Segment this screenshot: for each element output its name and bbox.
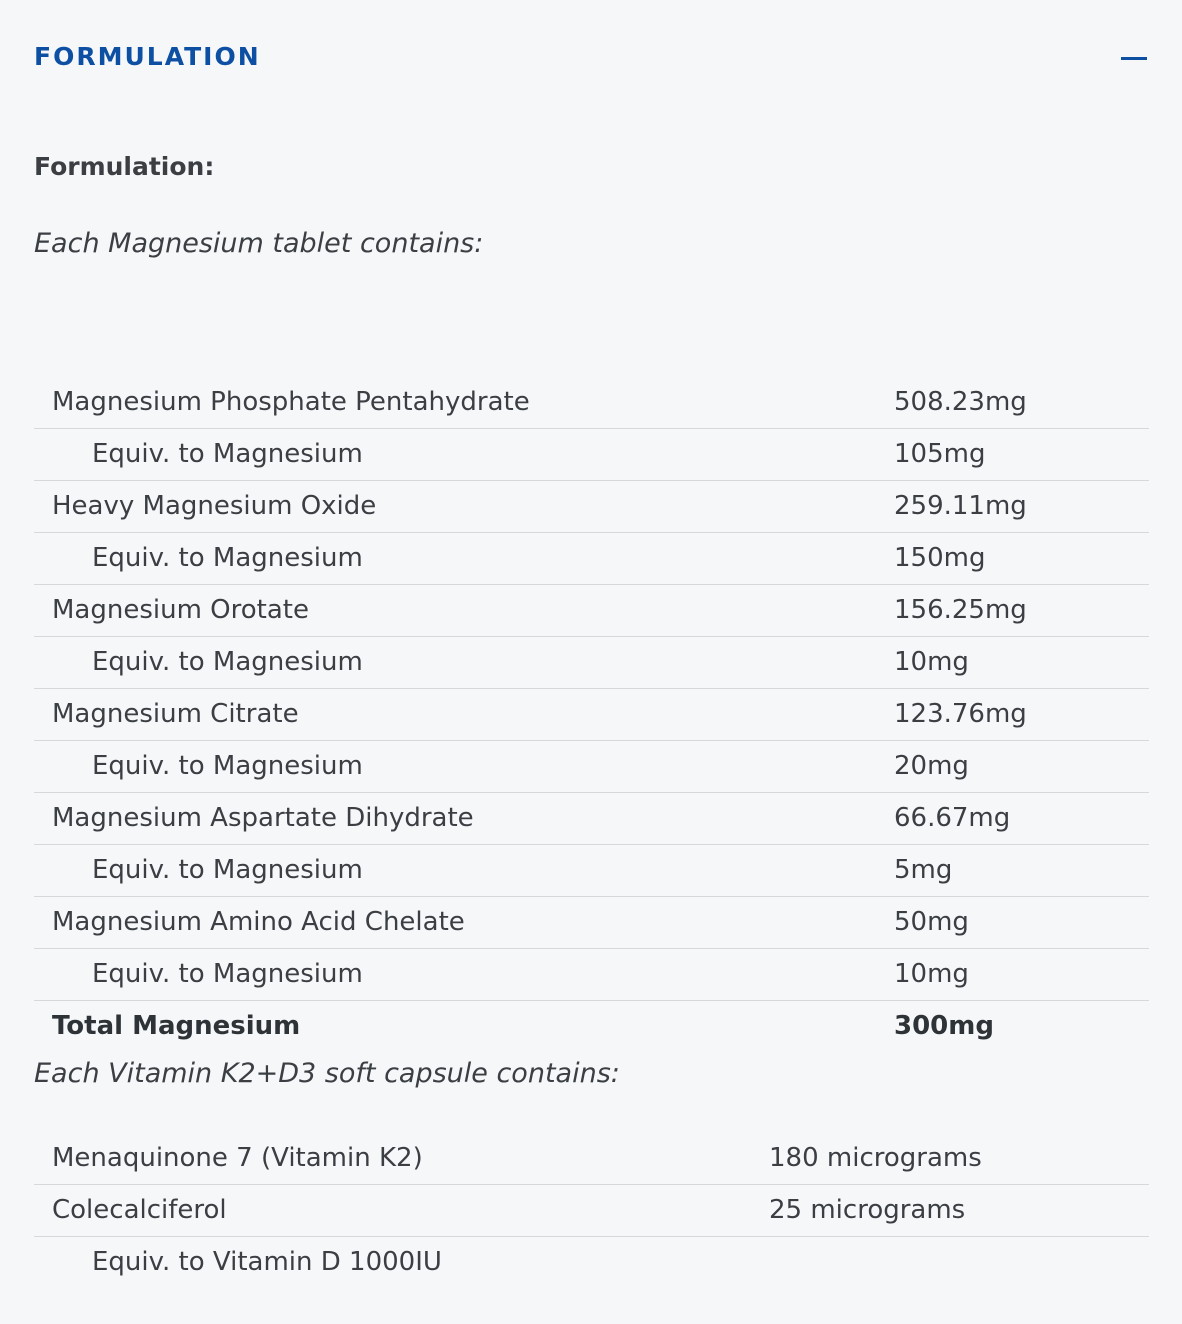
table-row (34, 377, 1149, 429)
ingredient-amount: 10mg (894, 647, 969, 677)
ingredient-amount: 10mg (894, 959, 969, 989)
table-row (34, 429, 1149, 481)
table-row (34, 689, 1149, 741)
table-row (34, 845, 1149, 897)
ingredient-name: Magnesium Phosphate Pentahydrate (52, 387, 530, 417)
ingredient-name: Colecalciferol (52, 1195, 227, 1225)
ingredient-name: Equiv. to Magnesium (92, 439, 363, 469)
ingredient-name: Magnesium Amino Acid Chelate (52, 907, 465, 937)
table-row (34, 637, 1149, 689)
ingredient-amount: 5mg (894, 855, 953, 885)
ingredient-name: Equiv. to Magnesium (92, 959, 363, 989)
ingredient-name: Equiv. to Magnesium (92, 855, 363, 885)
table-row (34, 481, 1149, 533)
total-amount: 300mg (894, 1011, 994, 1041)
table-row (34, 1185, 1149, 1237)
ingredient-amount: 105mg (894, 439, 986, 469)
ingredient-name: Menaquinone 7 (Vitamin K2) (52, 1143, 423, 1173)
ingredient-name: Magnesium Aspartate Dihydrate (52, 803, 474, 833)
minus-icon (1121, 57, 1147, 60)
accordion-header[interactable] (34, 40, 1149, 76)
table-row (34, 741, 1149, 793)
table-row (34, 793, 1149, 845)
total-label: Total Magnesium (52, 1011, 301, 1041)
ingredient-name: Equiv. to Magnesium (92, 647, 363, 677)
ingredient-amount: 150mg (894, 543, 986, 573)
ingredient-name: Magnesium Orotate (52, 595, 309, 625)
ingredient-name: Equiv. to Magnesium (92, 543, 363, 573)
table-row (34, 1133, 1149, 1185)
ingredient-amount: 25 micrograms (769, 1195, 966, 1225)
ingredient-amount: 508.23mg (894, 387, 1027, 417)
vitamin-capsule-intro: Each Vitamin K2+D3 soft capsule contains: (34, 1058, 620, 1089)
ingredient-amount: 50mg (894, 907, 969, 937)
table-row (34, 949, 1149, 1001)
vitamin-ingredients-table (34, 1133, 1149, 1288)
ingredient-name: Equiv. to Vitamin D 1000IU (92, 1247, 442, 1277)
ingredient-amount: 123.76mg (894, 699, 1027, 729)
table-row (34, 897, 1149, 949)
ingredient-name: Equiv. to Magnesium (92, 751, 363, 781)
ingredient-amount: 259.11mg (894, 491, 1027, 521)
ingredient-amount: 66.67mg (894, 803, 1011, 833)
ingredient-name: Magnesium Citrate (52, 699, 299, 729)
ingredient-amount: 156.25mg (894, 595, 1027, 625)
table-row (34, 1237, 1149, 1288)
ingredient-amount: 180 micrograms (769, 1143, 982, 1173)
formulation-heading: Formulation: (34, 152, 215, 181)
ingredient-amount: 20mg (894, 751, 969, 781)
magnesium-ingredients-table (34, 377, 1149, 1052)
total-row (34, 1001, 1149, 1052)
table-row (34, 533, 1149, 585)
ingredient-name: Heavy Magnesium Oxide (52, 491, 377, 521)
magnesium-tablet-intro: Each Magnesium tablet contains: (34, 228, 484, 259)
section-title[interactable]: FORMULATION (34, 42, 261, 71)
collapse-button[interactable] (1121, 44, 1149, 72)
table-row (34, 585, 1149, 637)
